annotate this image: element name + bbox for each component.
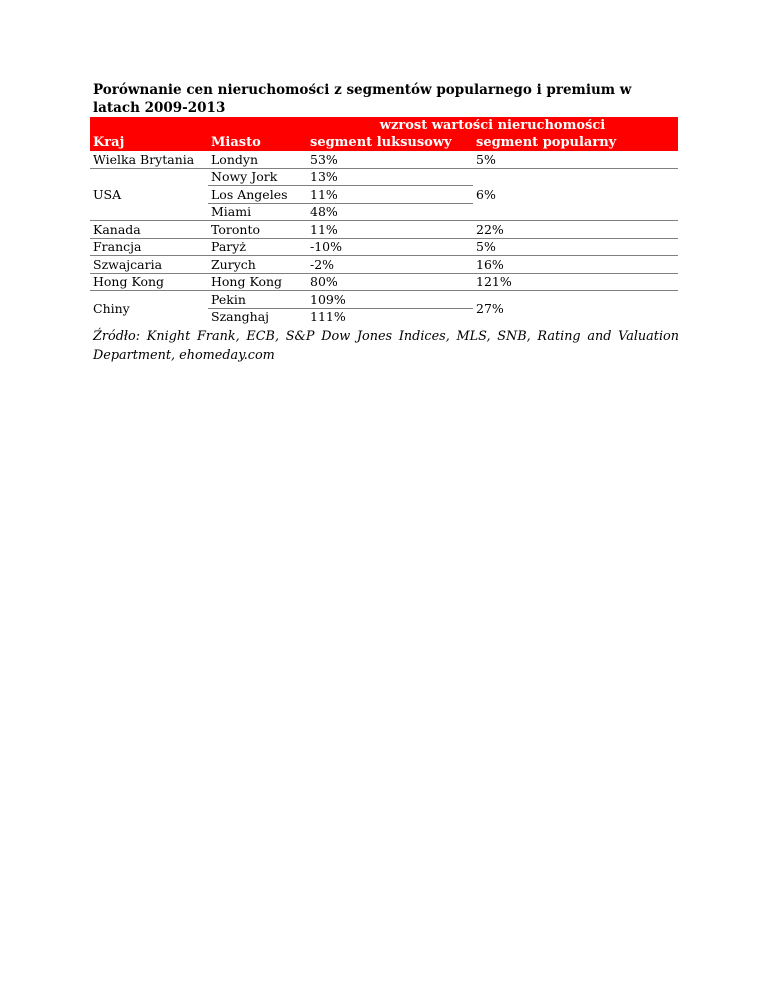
cell-luxury: 48% bbox=[307, 203, 473, 221]
cell-country: Francja bbox=[90, 238, 208, 256]
cell-city: Londyn bbox=[211, 151, 258, 167]
table-row bbox=[90, 151, 678, 168]
cell-popular: 6% bbox=[473, 168, 678, 221]
cell-city: Szanghaj bbox=[208, 308, 307, 325]
cell-luxury: 109% bbox=[307, 291, 473, 309]
cell-city: Hong Kong bbox=[208, 273, 307, 291]
cell-country: Szwajcaria bbox=[90, 256, 208, 274]
cell-city: Toronto bbox=[208, 221, 307, 239]
table-header-row-1 bbox=[90, 117, 678, 134]
table-header-row-2 bbox=[90, 134, 678, 151]
cell-city: Nowy Jork bbox=[208, 168, 307, 186]
cell-popular: 27% bbox=[473, 291, 678, 326]
cell-popular: 16% bbox=[473, 256, 678, 274]
cell-country: USA bbox=[90, 168, 208, 221]
cell-luxury: 53% bbox=[310, 151, 338, 167]
cell-country: Hong Kong bbox=[90, 273, 208, 291]
cell-popular: 121% bbox=[473, 273, 678, 291]
table-row bbox=[90, 168, 678, 186]
source-note: Źródło: Knight Frank, ECB, S&P Dow Jones Indices, MLS, SNB, Rating and Valuation Department, ehomeday.com bbox=[93, 329, 679, 363]
cell-popular: 22% bbox=[473, 221, 678, 239]
cell-city: Miami bbox=[208, 203, 307, 221]
cell-city: Zurych bbox=[208, 256, 307, 274]
table-row bbox=[90, 291, 678, 309]
header-country: Kraj bbox=[90, 134, 208, 151]
cell-city: Pekin bbox=[208, 291, 307, 309]
table-row bbox=[90, 221, 678, 239]
header-popular: segment popularny bbox=[473, 134, 678, 151]
cell-city: Paryż bbox=[208, 238, 307, 256]
table-row bbox=[90, 238, 678, 256]
table-row bbox=[90, 273, 678, 291]
cell-city: Los Angeles bbox=[208, 186, 307, 204]
cell-popular: 5% bbox=[476, 151, 496, 167]
cell-luxury: -2% bbox=[307, 256, 473, 274]
cell-luxury: 11% bbox=[307, 186, 473, 204]
cell-luxury: 80% bbox=[307, 273, 473, 291]
cell-luxury: 11% bbox=[307, 221, 473, 239]
cell-country: Chiny bbox=[90, 291, 208, 326]
cell-luxury: -10% bbox=[307, 238, 473, 256]
cell-popular: 5% bbox=[473, 238, 678, 256]
document-title: Porównanie cen nieruchomości z segmentów popularnego i premium w latach 2009-2013 bbox=[93, 82, 632, 116]
cell-luxury: 111% bbox=[307, 308, 473, 325]
cell-country: Wielka Brytania bbox=[93, 151, 195, 167]
header-city: Miasto bbox=[208, 134, 307, 151]
cell-luxury: 13% bbox=[307, 168, 473, 186]
price-comparison-table bbox=[90, 117, 678, 325]
cell-country: Kanada bbox=[90, 221, 208, 239]
header-group-label: wzrost wartości nieruchomości bbox=[307, 117, 678, 134]
header-luxury: segment luksusowy bbox=[307, 134, 473, 151]
table-row bbox=[90, 256, 678, 274]
